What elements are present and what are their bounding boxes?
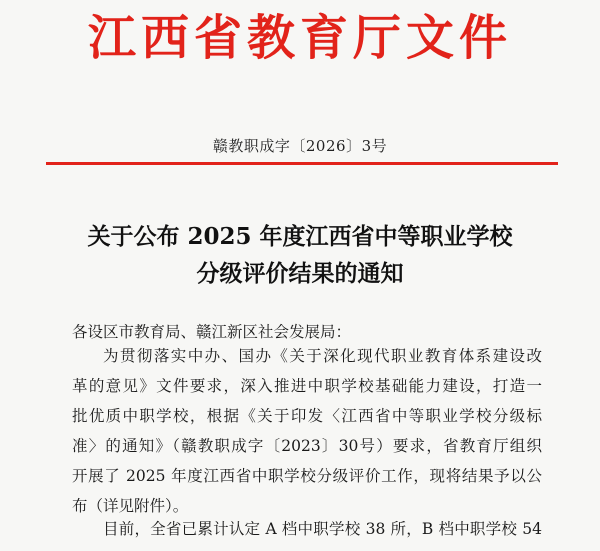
paragraph-line: 革的意见》文件要求，深入推进中职学校基础能力建设，打造一: [72, 377, 542, 395]
paragraph-line: 批优质中职学校，根据《关于印发〈江西省中等职业学校分级标: [72, 407, 542, 425]
body-paragraph-1: [72, 341, 542, 521]
recipients-line: 各设区市教育局、赣江新区社会发展局：: [72, 323, 352, 341]
paragraph-line: 目前，全省已累计认定 A 档中职学校 38 所，B 档中职学校 54: [103, 520, 542, 538]
body-paragraph-2: [72, 514, 542, 544]
paragraph-line: 开展了 2025 年度江西省中职学校分级评价工作，现将结果予以公: [72, 467, 542, 485]
title-line-1: 关于公布 2025 年度江西省中等职业学校: [87, 223, 513, 250]
title-line-2: 分级评价结果的通知: [196, 260, 404, 287]
paragraph-line: 布（详见附件）。: [72, 497, 189, 515]
red-divider-line: [46, 162, 558, 165]
paragraph-line: 为贯彻落实中办、国办《关于深化现代职业教育体系建设改: [103, 347, 542, 365]
issuer-header: 江西省教育厅文件: [87, 10, 512, 66]
paragraph-line: 准〉的通知》（赣教职成字〔2023〕30号）要求，省教育厅组织: [72, 437, 542, 455]
document-title: [0, 218, 600, 292]
document-number: 赣教职成字〔2026〕3号: [212, 137, 388, 155]
